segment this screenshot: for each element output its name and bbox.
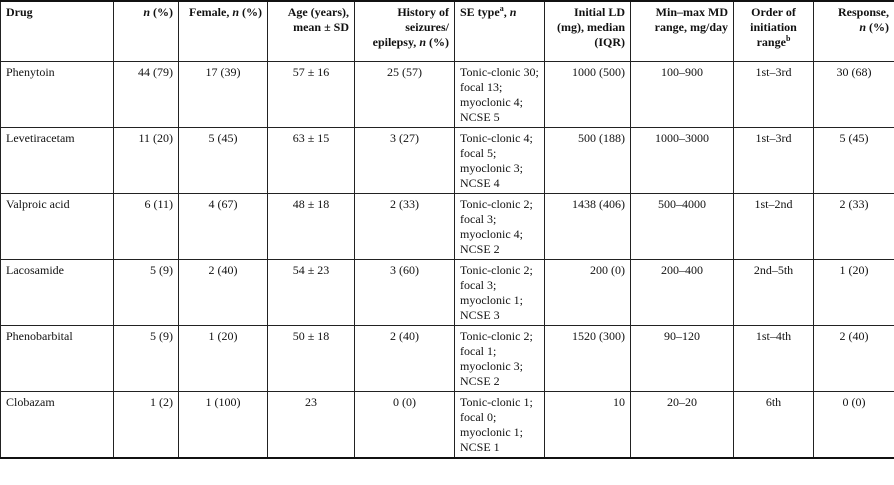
cell-age: 54 ± 23 <box>268 260 355 326</box>
cell-response: 5 (45) <box>814 128 894 194</box>
cell-se-type <box>455 392 545 459</box>
cell-minmax: 100–900 <box>631 62 734 128</box>
cell-female: 4 (67) <box>179 194 268 260</box>
table-row <box>1 128 894 194</box>
cell-age: 50 ± 18 <box>268 326 355 392</box>
cell-minmax: 1000–3000 <box>631 128 734 194</box>
cell-history: 2 (33) <box>355 194 455 260</box>
cell-order: 1st–3rd <box>734 62 814 128</box>
cell-order: 1st–2nd <box>734 194 814 260</box>
cell-drug: Clobazam <box>1 392 114 459</box>
header-response-line2-rest: (%) <box>866 20 889 34</box>
cell-drug: Phenobarbital <box>1 326 114 392</box>
table-row <box>1 194 894 260</box>
header-response <box>814 1 894 62</box>
header-minmax-line2: range, mg/day <box>654 20 728 34</box>
se-type-line: focal 13; <box>460 80 503 94</box>
header-response-line1: Response, <box>837 5 889 19</box>
header-se-type-sup: a <box>499 4 504 13</box>
cell-minmax: 90–120 <box>631 326 734 392</box>
cell-initial-ld: 1520 (300) <box>545 326 631 392</box>
header-order-line1: Order of <box>751 5 796 19</box>
cell-initial-ld: 500 (188) <box>545 128 631 194</box>
se-type-line: NCSE 1 <box>460 440 500 454</box>
cell-minmax: 500–4000 <box>631 194 734 260</box>
cell-drug: Phenytoin <box>1 62 114 128</box>
cell-response: 2 (40) <box>814 326 894 392</box>
header-initial-ld <box>545 1 631 62</box>
se-type-line: myoclonic 4; <box>460 227 523 241</box>
header-age-line2: mean ± SD <box>293 20 349 34</box>
table-row <box>1 260 894 326</box>
header-se-type-n: n <box>509 5 517 19</box>
se-type-line: Tonic-clonic 2; <box>460 197 533 211</box>
se-type-line: focal 3; <box>460 278 497 292</box>
se-type-line: focal 5; <box>460 146 497 160</box>
header-age <box>268 1 355 62</box>
cell-female: 5 (45) <box>179 128 268 194</box>
header-se-type-mid: , <box>503 5 510 19</box>
header-female <box>179 1 268 62</box>
se-type-line: focal 3; <box>460 212 497 226</box>
header-history-line1: History of <box>397 5 449 19</box>
cell-se-type <box>455 128 545 194</box>
cell-drug: Valproic acid <box>1 194 114 260</box>
cell-history: 3 (27) <box>355 128 455 194</box>
cell-n-pct: 44 (79) <box>114 62 179 128</box>
table-body <box>1 62 894 459</box>
cell-n-pct: 1 (2) <box>114 392 179 459</box>
header-drug-label: Drug <box>6 5 33 19</box>
cell-order: 6th <box>734 392 814 459</box>
cell-female: 17 (39) <box>179 62 268 128</box>
cell-initial-ld: 1438 (406) <box>545 194 631 260</box>
cell-order: 1st–3rd <box>734 128 814 194</box>
se-type-line: Tonic-clonic 1; <box>460 395 533 409</box>
se-type-line: myoclonic 1; <box>460 425 523 439</box>
header-n-pct-n: n <box>143 5 150 19</box>
table-row <box>1 326 894 392</box>
se-type-line: NCSE 3 <box>460 308 500 322</box>
cell-drug: Lacosamide <box>1 260 114 326</box>
header-history-line3-n: n <box>419 35 426 49</box>
header-age-line1: Age (years), <box>287 5 349 19</box>
header-initial-ld-line3: (IQR) <box>594 35 625 49</box>
cell-minmax: 20–20 <box>631 392 734 459</box>
cell-history: 25 (57) <box>355 62 455 128</box>
header-initial-ld-line1: Initial LD <box>573 5 625 19</box>
cell-se-type <box>455 326 545 392</box>
header-minmax-line1: Min–max MD <box>655 5 728 19</box>
cell-age: 23 <box>268 392 355 459</box>
table-row <box>1 62 894 128</box>
se-type-line: Tonic-clonic 2; <box>460 329 533 343</box>
cell-minmax: 200–400 <box>631 260 734 326</box>
header-history-line3-pre: epilepsy, <box>372 35 420 49</box>
cell-n-pct: 5 (9) <box>114 260 179 326</box>
se-type-line: NCSE 2 <box>460 242 500 256</box>
cell-age: 48 ± 18 <box>268 194 355 260</box>
header-order-line3: range <box>756 35 786 49</box>
se-type-line: myoclonic 1; <box>460 293 523 307</box>
header-history-line2: seizures/ <box>405 20 449 34</box>
header-row <box>1 1 894 62</box>
header-n-pct <box>114 1 179 62</box>
cell-drug: Levetiracetam <box>1 128 114 194</box>
header-n-pct-rest: (%) <box>150 5 173 19</box>
cell-se-type <box>455 62 545 128</box>
se-type-line: NCSE 4 <box>460 176 500 190</box>
header-minmax <box>631 1 734 62</box>
header-female-rest: (%) <box>239 5 262 19</box>
cell-response: 2 (33) <box>814 194 894 260</box>
cell-female: 1 (20) <box>179 326 268 392</box>
cell-female: 2 (40) <box>179 260 268 326</box>
header-se-type <box>455 1 545 62</box>
cell-n-pct: 5 (9) <box>114 326 179 392</box>
cell-response: 30 (68) <box>814 62 894 128</box>
header-history <box>355 1 455 62</box>
header-response-line2-n: n <box>859 20 866 34</box>
se-type-line: Tonic-clonic 2; <box>460 263 533 277</box>
se-type-line: focal 1; <box>460 344 497 358</box>
cell-initial-ld: 1000 (500) <box>545 62 631 128</box>
se-type-line: NCSE 5 <box>460 110 500 124</box>
header-history-line3-rest: (%) <box>426 35 449 49</box>
cell-female: 1 (100) <box>179 392 268 459</box>
cell-initial-ld: 200 (0) <box>545 260 631 326</box>
se-type-line: Tonic-clonic 30; <box>460 65 539 79</box>
cell-response: 0 (0) <box>814 392 894 459</box>
cell-n-pct: 6 (11) <box>114 194 179 260</box>
header-order-sup: b <box>785 34 791 43</box>
cell-history: 3 (60) <box>355 260 455 326</box>
se-type-line: Tonic-clonic 4; <box>460 131 533 145</box>
header-initial-ld-line2: (mg), median <box>557 20 625 34</box>
cell-order: 2nd–5th <box>734 260 814 326</box>
header-se-type-pre: SE type <box>460 5 500 19</box>
se-type-line: NCSE 2 <box>460 374 500 388</box>
header-drug <box>1 1 114 62</box>
cell-se-type <box>455 194 545 260</box>
cell-initial-ld: 10 <box>545 392 631 459</box>
cell-history: 2 (40) <box>355 326 455 392</box>
se-type-line: myoclonic 3; <box>460 161 523 175</box>
cell-response: 1 (20) <box>814 260 894 326</box>
header-order <box>734 1 814 62</box>
cell-age: 57 ± 16 <box>268 62 355 128</box>
se-type-line: myoclonic 4; <box>460 95 523 109</box>
header-order-line2: initiation <box>750 20 797 34</box>
header-female-n: n <box>232 5 239 19</box>
se-type-line: focal 0; <box>460 410 497 424</box>
cell-age: 63 ± 15 <box>268 128 355 194</box>
cell-se-type <box>455 260 545 326</box>
table-row <box>1 392 894 459</box>
cell-history: 0 (0) <box>355 392 455 459</box>
se-type-line: myoclonic 3; <box>460 359 523 373</box>
cell-n-pct: 11 (20) <box>114 128 179 194</box>
header-female-pre: Female, <box>189 5 233 19</box>
cell-order: 1st–4th <box>734 326 814 392</box>
